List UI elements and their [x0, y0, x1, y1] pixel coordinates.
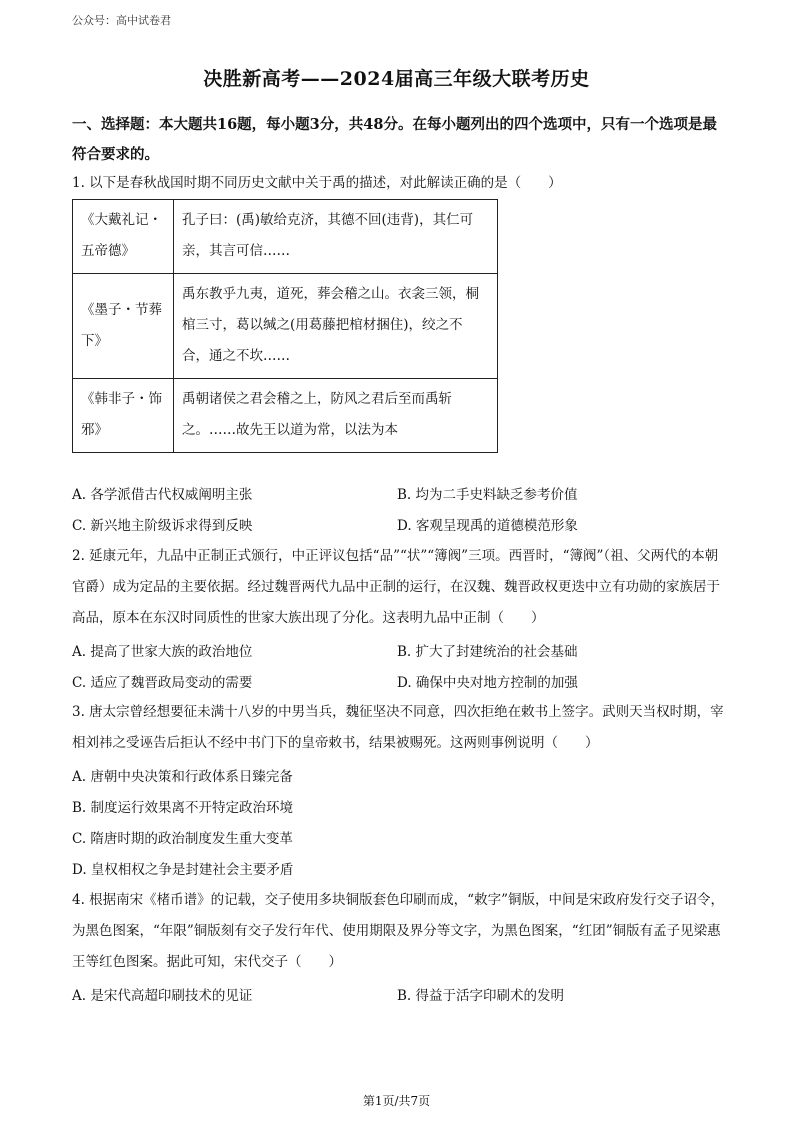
- q2-option-b: B. 扩大了封建统治的社会基础: [397, 644, 578, 660]
- q2-option-d: D. 确保中央对地方控制的加强: [397, 675, 578, 691]
- q1-option-b: B. 均为二手史料缺乏参考价值: [397, 487, 578, 503]
- q1-stem: 1. 以下是春秋战国时期不同历史文献中关于禹的描述，对此解读正确的是（ ）: [72, 175, 562, 191]
- q1-option-c: C. 新兴地主阶级诉求得到反映: [72, 518, 253, 534]
- table-text-cell: 禹东教乎九夷，道死，葬会稽之山。衣衾三领，桐棺三寸，葛以缄之(用葛藤把棺材捆住)，绞之不合，通之不坎……: [174, 274, 498, 379]
- q1-source-table: [72, 199, 498, 453]
- q3-option-d: D. 皇权相权之争是封建社会主要矛盾: [72, 862, 294, 878]
- q1-option-d: D. 客观呈现禹的道德模范形象: [397, 518, 578, 534]
- q3-option-b: B. 制度运行效果离不开特定政治环境: [72, 800, 294, 816]
- table-source-cell: 《韩非子・饰邪》: [73, 379, 174, 453]
- q4-option-a: A. 是宋代高超印刷技术的见证: [72, 988, 253, 1004]
- page-number: 第1页/共7页: [362, 1094, 431, 1108]
- q2-stem: 2. 延康元年，九品中正制正式颁行，中正评议包括“品”“状”“簿阀”三项。西晋时，“簿阀”（祖、父两代的本朝官爵）成为定品的主要依据。经过魏晋两代九品中正制的运行，在汉魏、魏晋政权更迭中立有功勋的家族居于高品，原本在东汉时同质性的世家大族出现了分化。这表明九品中正制（ ）: [72, 548, 720, 626]
- table-text-cell: 孔子曰：(禹)敏给克济，其德不回(违背)，其仁可亲，其言可信……: [174, 200, 498, 274]
- q4-option-b: B. 得益于活字印刷术的发明: [397, 988, 565, 1004]
- table-row: [73, 379, 498, 453]
- section-heading: 一、选择题：本大题共16题，每小题3分，共48分。在每小题列出的四个选项中，只有一个选项是最符合要求的。: [72, 116, 717, 163]
- q3-option-c: C. 隋唐时期的政治制度发生重大变革: [72, 831, 293, 847]
- table-text-cell: 禹朝诸侯之君会稽之上，防风之君后至而禹斩之。……故先王以道为常，以法为本: [174, 379, 498, 453]
- table-row: [73, 200, 498, 274]
- q3-option-a: A. 唐朝中央决策和行政体系日臻完备: [72, 769, 293, 785]
- q1-option-a: A. 各学派借古代权威阐明主张: [72, 487, 253, 503]
- table-source-cell: 《大戴礼记・五帝德》: [73, 200, 174, 274]
- q3-stem: 3. 唐太宗曾经想要征未满十八岁的中男当兵，魏征坚决不同意，四次拒绝在敕书上签字。武则天当权时期，宰相刘祎之受诬告后拒认不经中书门下的皇帝敕书，结果被赐死。这两则事例说明（ ）: [72, 704, 724, 751]
- header-account: 公众号：高中试卷君: [72, 14, 171, 27]
- table-row: [73, 274, 498, 379]
- q4-stem: 4. 根据南宋《楮币谱》的记载，交子使用多块铜版套色印刷而成，“敕字”铜版，中间是宋政府发行交子诏令，为黑色图案，“年限”铜版刻有交子发行年代、使用期限及界分等文字，为黑色图案，“红团”铜版有孟子见梁惠王等红色图案。据此可知，宋代交子（ ）: [72, 892, 724, 970]
- page-title: 决胜新高考——2024届高三年级大联考历史: [203, 68, 590, 90]
- table-source-cell: 《墨子・节葬下》: [73, 274, 174, 379]
- q2-option-c: C. 适应了魏晋政局变动的需要: [72, 675, 253, 691]
- q2-option-a: A. 提高了世家大族的政治地位: [72, 644, 253, 660]
